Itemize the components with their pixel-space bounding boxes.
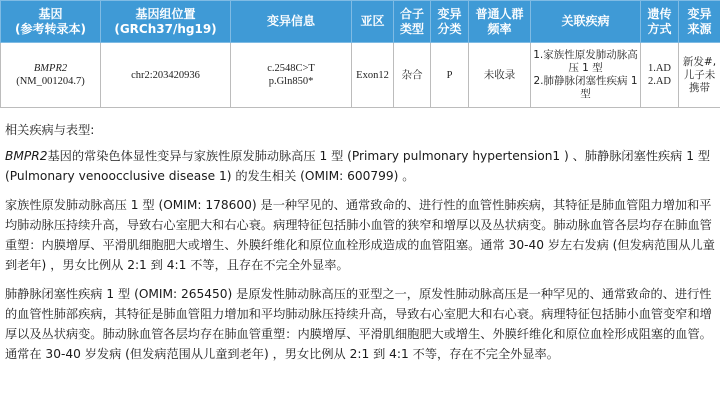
header-frequency: 普通人群 频率 <box>469 1 531 43</box>
cell-inheritance: 1.AD 2.AD <box>641 43 679 108</box>
table-row <box>1 43 720 108</box>
header-origin: 变异 来源 <box>679 1 720 43</box>
header-zygosity: 合子 类型 <box>394 1 431 43</box>
cell-variant: c.2548C>T p.Gln850* <box>231 43 352 108</box>
cell-classification: P <box>431 43 469 108</box>
paragraph-pph1: 家族性原发肺动脉高压 1 型 (OMIM: 178600) 是一种罕见的、通常致命的、进行性的血管性肺疾病，其特征是肺血管阻力增加和平均肺动脉压持续升高，导致右心室肥大和右心衰。病理特征包括肺小血管的狭窄和增厚以及丛状病变。肺动脉血管各层均存在肺血管重塑：内膜增厚、平滑肌细胞肥大或增生、外膜纤维化和原位血栓形成造成的血管阻塞。通常 30-40 岁左右发病 (但发病范围从儿童到老年) ，男女比例从 2:1 到 4:1 不等，且存在不完全外显率。 <box>5 198 715 272</box>
paragraph-gene-association: BMPR2基因的常染色体显性变异与家族性原发肺动脉高压 1 型 (Primary pulmonary hypertension1 ) 、肺静脉闭塞性疾病 1 型 (Pulmonary venoocclusive disease 1) 的发生相关 (OMIM: 600799) 。 <box>5 149 711 183</box>
cell-region: Exon12 <box>352 43 394 108</box>
header-position: 基因组位置 (GRCh37/hg19) <box>101 1 231 43</box>
header-classification: 变异 分类 <box>431 1 469 43</box>
header-inheritance: 遗传 方式 <box>641 1 679 43</box>
cell-disease: 1.家族性原发肺动脉高压 1 型 2.肺静脉闭塞性疾病 1 型 <box>531 43 641 108</box>
phenotype-section <box>5 120 717 373</box>
paragraph-pvod1: 肺静脉闭塞性疾病 1 型 (OMIM: 265450) 是原发性肺动脉高压的亚型之一，原发性肺动脉高压是一种罕见的、通常致命的、进行性的血管性肺部疾病，其特征是肺血管阻力增加和平均肺动脉压持续升高，导致右心室肥大和右心衰。病理特征包括肺小血管变窄和增厚以及丛状病变。肺动脉血管各层均存在肺血管重塑：内膜增厚、平滑肌细胞肥大或增生、外膜纤维化和原位血栓形成阻塞的血管。通常在 30-40 岁发病 (但发病范围从儿童到老年) ，男女比例从 2:1 到 4:1 不等，存在不完全外显率。 <box>5 287 712 361</box>
section-heading: 相关疾病与表型: <box>5 123 95 137</box>
cell-frequency: 未收录 <box>469 43 531 108</box>
cell-zygosity: 杂合 <box>394 43 431 108</box>
table-header-row <box>1 1 720 43</box>
header-gene: 基因 (参考转录本) <box>1 1 101 43</box>
cell-origin: 新发#, 儿子未携带 <box>679 43 720 108</box>
variant-table <box>0 0 720 108</box>
cell-position: chr2:203420936 <box>101 43 231 108</box>
header-disease: 关联疾病 <box>531 1 641 43</box>
header-variant: 变异信息 <box>231 1 352 43</box>
header-region: 亚区 <box>352 1 394 43</box>
cell-gene: BMPR2 (NM_001204.7) <box>1 43 101 108</box>
